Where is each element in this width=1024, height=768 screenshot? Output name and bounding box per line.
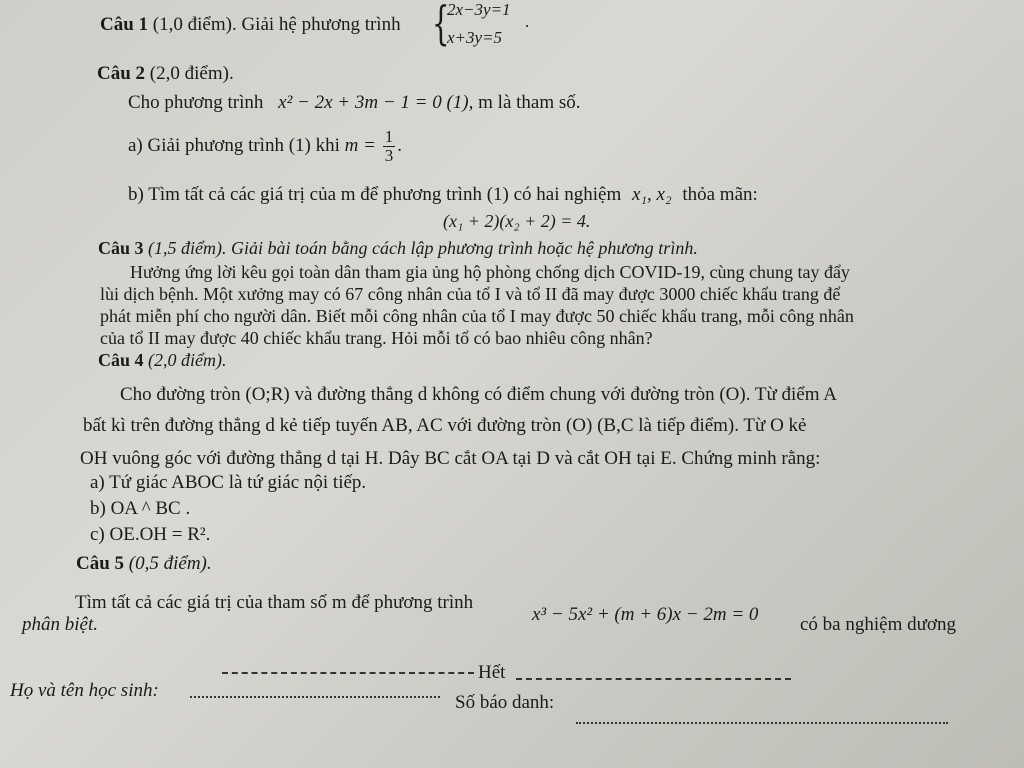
q5-points: (0,5 điểm). — [128, 553, 212, 574]
system-brace: { — [432, 0, 450, 50]
q5-line1 — [75, 592, 473, 614]
q2-b-text: b) Tìm tất cả các giá trị của m để phương trình (1) có hai nghiệm — [128, 184, 622, 205]
q1-eq-end: . — [525, 12, 530, 31]
q1-text: Giải hệ phương trình — [241, 14, 401, 35]
q1-eq1: 2x−3y=1 — [447, 0, 511, 19]
q3-heading-line — [98, 238, 698, 259]
q5-line2: phân biệt. — [22, 614, 98, 635]
candidate-number-field — [576, 722, 948, 724]
q2-b-vars: x₁, x₂ — [632, 184, 672, 205]
q2-a-num: 1 — [384, 127, 394, 146]
q3-line2: lùi dịch bệnh. Một xưởng may có 67 công nhân của tổ I và tổ II đã may được 3000 chiếc khẩu trang để — [100, 284, 841, 304]
q2-part-a — [128, 128, 402, 165]
q2-a-m: m = — [344, 134, 376, 156]
q1-heading: Câu 1 — [100, 14, 149, 35]
q2-a-fraction — [383, 128, 396, 165]
q2-condition: (x₁ + 2)(x₂ + 2) = 4. — [443, 211, 591, 231]
q5-line1-end: có ba nghiệm dương — [800, 614, 956, 635]
q2-part-b — [128, 184, 758, 206]
q1-eq2: x+3y=5 — [447, 28, 503, 47]
end-dash-right — [516, 678, 791, 680]
student-name-label: Họ và tên học sinh: — [10, 680, 159, 701]
q3-heading: Câu 3 — [98, 238, 144, 258]
q4-line3: OH vuông góc với đường thẳng d tại H. Dây BC cắt OA tại D và cắt OH tại E. Chứng minh rằng: — [80, 448, 821, 469]
q2-heading-line — [97, 63, 234, 85]
q3-points: (1,5 điểm). Giải bài toán bằng cách lập phương trình hoặc hệ phương trình. — [148, 238, 698, 258]
q2-a-end: . — [397, 134, 402, 156]
q4-heading: Câu 4 — [98, 350, 144, 370]
q5-heading: Câu 5 — [76, 553, 125, 574]
q2-intro-b: m là tham số. — [478, 92, 581, 113]
q2-a-den: 3 — [384, 146, 394, 165]
q5-equation: x³ − 5x² + (m + 6)x − 2m = 0 — [532, 604, 759, 625]
q4-heading-line — [98, 350, 227, 371]
q2-heading: Câu 2 — [97, 63, 146, 84]
q4-part-c: c) OE.OH = R². — [90, 524, 211, 545]
q3-line1: Hưởng ứng lời kêu gọi toàn dân tham gia ủng hộ phòng chống dịch COVID-19, cùng chung tay đẩy — [130, 262, 850, 282]
q4-part-b: b) OA ^ BC . — [90, 498, 191, 519]
student-name-field — [190, 696, 440, 698]
q5-heading-line — [76, 553, 212, 575]
q2-equation: x² − 2x + 3m − 1 = 0 (1), — [278, 92, 474, 113]
candidate-number-label: Số báo danh: — [455, 692, 555, 713]
q2-points: (2,0 điểm). — [149, 63, 234, 84]
q1-points: (1,0 điểm). — [152, 14, 237, 35]
q1-line — [100, 14, 401, 36]
q2-intro — [128, 92, 581, 114]
q4-part-a: a) Tứ giác ABOC là tứ giác nội tiếp. — [90, 472, 367, 493]
q2-b-end: thỏa mãn: — [682, 184, 758, 205]
q4-points: (2,0 điểm). — [148, 350, 227, 370]
q5-line1-text: Tìm tất cả các giá trị của tham số m để phương trình — [75, 592, 474, 613]
q3-line4: của tổ II may được 40 chiếc khẩu trang. Hỏi mỗi tổ có bao nhiêu công nhân? — [100, 328, 653, 348]
q4-line1: Cho đường tròn (O;R) và đường thẳng d không có điểm chung với đường tròn (O). Từ điểm A — [120, 384, 837, 405]
end-mark: Hết — [478, 662, 506, 683]
end-dash-left — [222, 672, 474, 674]
q3-line3: phát miễn phí cho người dân. Biết mỗi công nhân của tổ I may được 50 chiếc khẩu trang, mỗi công nhân — [100, 306, 854, 326]
q4-line2: bất kì trên đường thẳng d kẻ tiếp tuyến AB, AC với đường tròn (O) (B,C là tiếp điểm). Từ O kẻ — [83, 415, 807, 436]
q2-intro-a: Cho phương trình — [128, 92, 264, 113]
q2-a-text: a) Giải phương trình (1) khi — [128, 134, 340, 156]
